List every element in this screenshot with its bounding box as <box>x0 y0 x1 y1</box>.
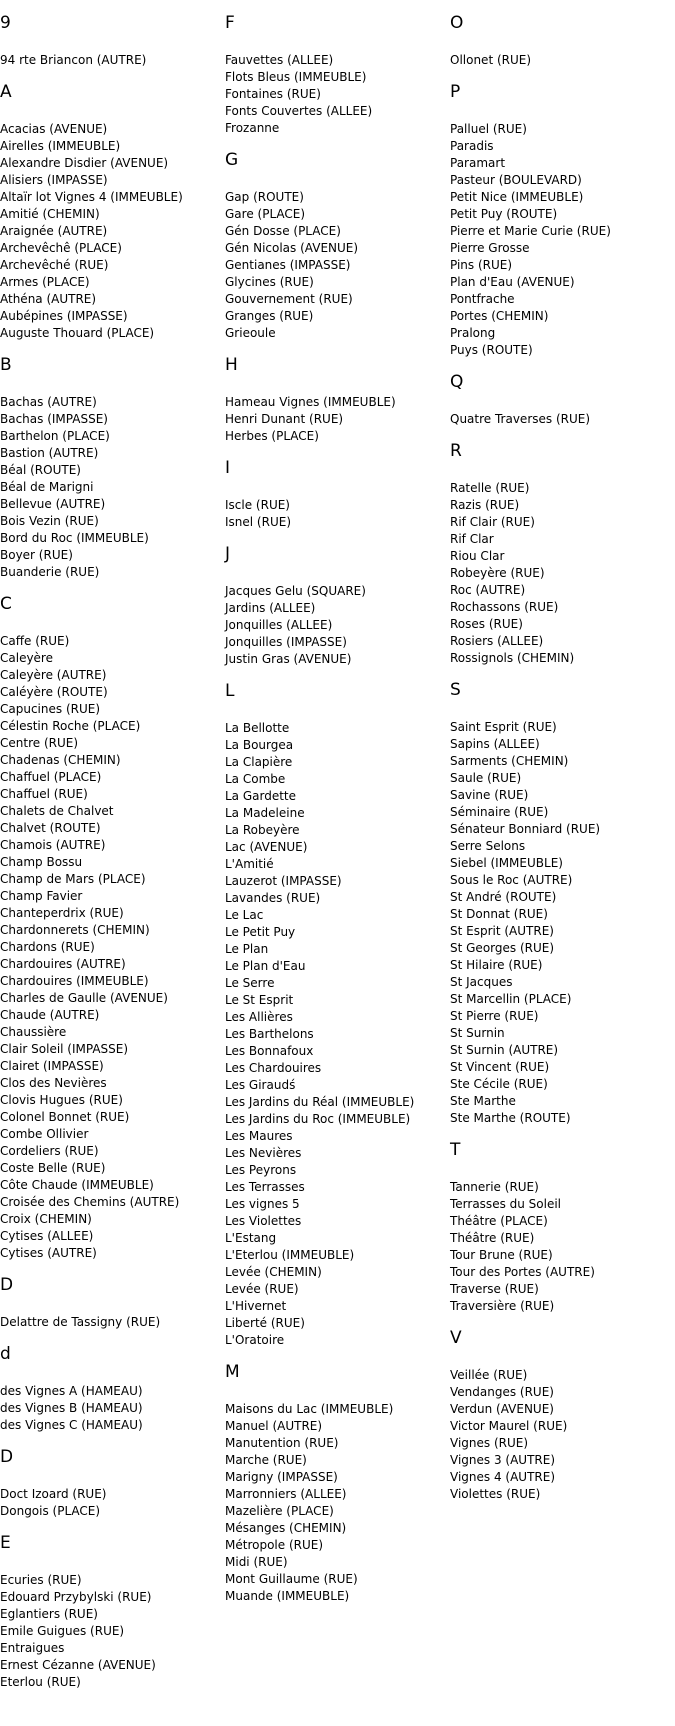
letter-heading: D <box>0 1447 14 1467</box>
street-item: L'Oratoire <box>225 1333 285 1347</box>
street-item: Clovis Hugues (RUE) <box>0 1093 123 1107</box>
street-item: Les Chardouires <box>225 1061 322 1075</box>
street-list <box>225 497 450 531</box>
street-item: Athéna (AUTRE) <box>0 292 97 306</box>
street-item: Boyer (RUE) <box>0 548 73 562</box>
street-item: Clos des Nevières <box>0 1076 107 1090</box>
street-item: Pasteur (BOULEVARD) <box>450 173 582 187</box>
street-list <box>0 633 225 1262</box>
street-item: Dongois (PLACE) <box>0 1504 101 1518</box>
street-item: 94 rte Briancon (AUTRE) <box>0 53 147 67</box>
street-item: Caleyère (AUTRE) <box>0 668 107 682</box>
street-item: Chardouires (AUTRE) <box>0 957 126 971</box>
street-item: Eterlou (RUE) <box>0 1675 81 1689</box>
street-list <box>450 52 675 69</box>
street-item: Béal (ROUTE) <box>0 463 81 477</box>
street-item: La Combe <box>225 772 286 786</box>
letter-heading: S <box>450 680 461 700</box>
street-item: St Jacques <box>450 975 513 989</box>
street-item: Les Nevières <box>225 1146 302 1160</box>
street-item: Champ Bossu <box>0 855 83 869</box>
street-item: Caleyère <box>0 651 53 665</box>
street-item: Ernest Cézanne (AVENUE) <box>0 1658 156 1672</box>
street-list <box>225 1401 450 1605</box>
street-item: Bord du Roc (IMMEUBLE) <box>0 531 149 545</box>
street-item: Emile Guigues (RUE) <box>0 1624 125 1638</box>
letter-heading: V <box>450 1328 462 1348</box>
street-item: Le Serre <box>225 976 275 990</box>
street-item: Cytises (AUTRE) <box>0 1246 97 1260</box>
street-list <box>450 719 675 1127</box>
letter-group <box>0 355 225 581</box>
letter-heading: d <box>0 1344 11 1364</box>
street-item: Ollonet (RUE) <box>450 53 532 67</box>
letter-group <box>0 82 225 342</box>
street-item: Croix (CHEMIN) <box>0 1212 92 1226</box>
street-item: Barthelon (PLACE) <box>0 429 110 443</box>
letter-group <box>0 594 225 1262</box>
street-item: Araignée (AUTRE) <box>0 224 108 238</box>
street-item: St Surnin <box>450 1026 505 1040</box>
letter-group <box>450 1140 675 1315</box>
street-item: Alexandre Disdier (AVENUE) <box>0 156 169 170</box>
street-item: Pontfrache <box>450 292 515 306</box>
street-item: Herbes (PLACE) <box>225 429 319 443</box>
street-item: Levée (CHEMIN) <box>225 1265 322 1279</box>
letter-heading: B <box>0 355 12 375</box>
street-list <box>0 1314 225 1331</box>
street-item: Gare (PLACE) <box>225 207 306 221</box>
letter-heading: R <box>450 441 462 461</box>
street-item: Isnel (RUE) <box>225 515 291 529</box>
street-item: Les Jardins du Roc (IMMEUBLE) <box>225 1112 411 1126</box>
street-item: Les Bonnafoux <box>225 1044 314 1058</box>
street-item: Sous le Roc (AUTRE) <box>450 873 573 887</box>
letter-heading: G <box>225 150 239 170</box>
street-item: Pierre et Marie Curie (RUE) <box>450 224 611 238</box>
letter-group <box>450 441 675 667</box>
street-list <box>225 394 450 445</box>
street-item: Edouard Przybylski (RUE) <box>0 1590 152 1604</box>
street-item: St Georges (RUE) <box>450 941 555 955</box>
street-item: Les Allières <box>225 1010 293 1024</box>
street-item: Midi (RUE) <box>225 1555 288 1569</box>
street-item: Henri Dunant (RUE) <box>225 412 344 426</box>
street-item: Portes (CHEMIN) <box>450 309 549 323</box>
street-item: Alisiers (IMPASSE) <box>0 173 108 187</box>
street-list <box>0 1383 225 1434</box>
street-list <box>0 121 225 342</box>
street-item: Quatre Traverses (RUE) <box>450 412 591 426</box>
street-item: Chalvet (ROUTE) <box>0 821 101 835</box>
street-item: Vignes (RUE) <box>450 1436 529 1450</box>
street-item: Bachas (IMPASSE) <box>0 412 108 426</box>
street-item: Coste Belle (RUE) <box>0 1161 106 1175</box>
street-item: Rif Clar <box>450 532 494 546</box>
street-list <box>225 583 450 668</box>
street-item: Chamois (AUTRE) <box>0 838 106 852</box>
street-item: Mésanges (CHEMIN) <box>225 1521 347 1535</box>
street-item: La Robeyère <box>225 823 300 837</box>
street-item: Granges (RUE) <box>225 309 314 323</box>
street-item: Robeyère (RUE) <box>450 566 545 580</box>
letter-group <box>450 82 675 359</box>
street-item: Ste Marthe <box>450 1094 516 1108</box>
letter-heading: A <box>0 82 12 102</box>
street-item: Doct Izoard (RUE) <box>0 1487 107 1501</box>
street-item: Chardonnerets (CHEMIN) <box>0 923 150 937</box>
street-item: Le Plan d'Eau <box>225 959 306 973</box>
street-item: Gén Dosse (PLACE) <box>225 224 341 238</box>
street-item: La Bourgea <box>225 738 294 752</box>
street-item: Jonquilles (ALLEE) <box>225 618 333 632</box>
street-item: Flots Bleus (IMMEUBLE) <box>225 70 367 84</box>
street-list <box>450 121 675 359</box>
letter-group <box>0 1447 225 1520</box>
street-item: Séminaire (RUE) <box>450 805 549 819</box>
street-item: Jonquilles (IMPASSE) <box>225 635 347 649</box>
street-item: Frozanne <box>225 121 280 135</box>
street-item: Traverse (RUE) <box>450 1282 539 1296</box>
street-item: St Hilaire (RUE) <box>450 958 543 972</box>
street-column <box>0 0 225 1691</box>
street-item: Gén Nicolas (AVENUE) <box>225 241 359 255</box>
street-list <box>0 1572 225 1691</box>
street-item: Béal de Marigni <box>0 480 94 494</box>
street-item: Siebel (IMMEUBLE) <box>450 856 563 870</box>
street-item: Marche (RUE) <box>225 1453 307 1467</box>
street-item: Sapins (ALLEE) <box>450 737 540 751</box>
street-list <box>0 1486 225 1520</box>
letter-group <box>225 544 450 668</box>
street-item: Jacques Gelu (SQUARE) <box>225 584 366 598</box>
street-item: Tannerie (RUE) <box>450 1180 539 1194</box>
street-item: Fonts Couvertes (ALLEE) <box>225 104 373 118</box>
street-item: Champ Favier <box>0 889 83 903</box>
street-item: Rossignols (CHEMIN) <box>450 651 575 665</box>
street-list <box>450 1179 675 1315</box>
street-item: Les Terrasses <box>225 1180 305 1194</box>
street-item: Cytises (ALLEE) <box>0 1229 94 1243</box>
street-item: Marronniers (ALLEE) <box>225 1487 347 1501</box>
street-item: Muande (IMMEUBLE) <box>225 1589 350 1603</box>
street-item: Veillée (RUE) <box>450 1368 528 1382</box>
street-list <box>225 52 450 137</box>
street-item: La Madeleine <box>225 806 305 820</box>
street-item: St Surnin (AUTRE) <box>450 1043 559 1057</box>
street-item: Chardons (RUE) <box>0 940 95 954</box>
street-item: Les Maures <box>225 1129 293 1143</box>
letter-heading: L <box>225 681 235 701</box>
letter-heading: T <box>450 1140 461 1160</box>
letter-heading: F <box>225 13 235 33</box>
street-list <box>450 1367 675 1503</box>
letter-heading: M <box>225 1362 240 1382</box>
street-item: Savine (RUE) <box>450 788 529 802</box>
street-item: des Vignes B (HAMEAU) <box>0 1401 143 1415</box>
street-list <box>0 394 225 581</box>
street-item: Saule (RUE) <box>450 771 522 785</box>
street-item: des Vignes A (HAMEAU) <box>0 1384 143 1398</box>
street-item: Gap (ROUTE) <box>225 190 304 204</box>
street-item: Airelles (IMMEUBLE) <box>0 139 121 153</box>
street-item: Chalets de Chalvet <box>0 804 114 818</box>
street-item: St Marcellin (PLACE) <box>450 992 572 1006</box>
street-item: Riou Clar <box>450 549 505 563</box>
street-list <box>450 480 675 667</box>
street-item: Acacias (AVENUE) <box>0 122 108 136</box>
street-item: La Bellotte <box>225 721 290 735</box>
street-item: Célestin Roche (PLACE) <box>0 719 141 733</box>
street-item: Terrasses du Soleil <box>450 1197 562 1211</box>
letter-group <box>225 458 450 531</box>
street-item: Levée (RUE) <box>225 1282 299 1296</box>
street-item: Armes (PLACE) <box>0 275 90 289</box>
street-item: Champ de Mars (PLACE) <box>0 872 146 886</box>
street-item: Eglantiers (RUE) <box>0 1607 98 1621</box>
letter-heading: C <box>0 594 12 614</box>
street-item: Théâtre (PLACE) <box>450 1214 548 1228</box>
street-item: Les Giraudś <box>225 1078 296 1092</box>
letter-heading: 9 <box>0 13 11 33</box>
street-item: Sarments (CHEMIN) <box>450 754 569 768</box>
street-item: Le Petit Puy <box>225 925 296 939</box>
street-item: Delattre de Tassigny (RUE) <box>0 1315 161 1329</box>
street-list <box>450 411 675 428</box>
street-item: Tour des Portes (AUTRE) <box>450 1265 595 1279</box>
street-item: Sénateur Bonniard (RUE) <box>450 822 601 836</box>
street-item: Chardouires (IMMEUBLE) <box>0 974 149 988</box>
street-item: St André (ROUTE) <box>450 890 557 904</box>
street-item: Hameau Vignes (IMMEUBLE) <box>225 395 396 409</box>
street-item: Fontaines (RUE) <box>225 87 321 101</box>
street-item: Petit Nice (IMMEUBLE) <box>450 190 584 204</box>
street-item: Fauvettes (ALLEE) <box>225 53 334 67</box>
letter-group <box>450 372 675 428</box>
street-item: Théâtre (RUE) <box>450 1231 535 1245</box>
street-item: Mazelière (PLACE) <box>225 1504 334 1518</box>
street-item: Traversière (RUE) <box>450 1299 555 1313</box>
street-item: Croisée des Chemins (AUTRE) <box>0 1195 180 1209</box>
street-item: La Clapière <box>225 755 293 769</box>
street-item: Tour Brune (RUE) <box>450 1248 553 1262</box>
street-item: Côte Chaude (IMMEUBLE) <box>0 1178 154 1192</box>
street-item: Cordeliers (RUE) <box>0 1144 99 1158</box>
street-item: Clair Soleil (IMPASSE) <box>0 1042 129 1056</box>
letter-heading: E <box>0 1533 11 1553</box>
street-item: Grieoule <box>225 326 276 340</box>
street-item: Mont Guillaume (RUE) <box>225 1572 358 1586</box>
letter-heading: I <box>225 458 231 478</box>
letter-heading: Q <box>450 372 464 392</box>
street-item: Les Violettes <box>225 1214 302 1228</box>
letter-group <box>450 680 675 1127</box>
street-item: Rochassons (RUE) <box>450 600 559 614</box>
street-item: Métropole (RUE) <box>225 1538 324 1552</box>
street-item: Amitié (CHEMIN) <box>0 207 100 221</box>
street-item: Bastion (AUTRE) <box>0 446 99 460</box>
street-item: Bachas (AUTRE) <box>0 395 97 409</box>
street-item: Aubépines (IMPASSE) <box>0 309 128 323</box>
street-item: Glycines (RUE) <box>225 275 314 289</box>
letter-group <box>0 13 225 69</box>
street-item: Rosiers (ALLEE) <box>450 634 544 648</box>
street-item: Chaude (AUTRE) <box>0 1008 100 1022</box>
letter-group <box>0 1275 225 1331</box>
street-item: Razis (RUE) <box>450 498 520 512</box>
letter-heading: H <box>225 355 238 375</box>
street-item: Clairet (IMPASSE) <box>0 1059 104 1073</box>
street-item: Auguste Thouard (PLACE) <box>0 326 155 340</box>
street-column <box>225 0 450 1691</box>
street-item: Pralong <box>450 326 496 340</box>
street-item: Chanteperdrix (RUE) <box>0 906 124 920</box>
street-item: Pierre Grosse <box>450 241 530 255</box>
street-item: Vendanges (RUE) <box>450 1385 554 1399</box>
street-item: Les Jardins du Réal (IMMEUBLE) <box>225 1095 415 1109</box>
letter-group <box>0 1533 225 1691</box>
letter-heading: J <box>225 544 231 564</box>
street-item: Verdun (AVENUE) <box>450 1402 554 1416</box>
street-item: Combe Ollivier <box>0 1127 89 1141</box>
street-item: Violettes (RUE) <box>450 1487 541 1501</box>
street-item: Manuel (AUTRE) <box>225 1419 323 1433</box>
street-item: L'Hivernet <box>225 1299 287 1313</box>
street-item: Jardins (ALLEE) <box>225 601 316 615</box>
street-item: L'Estang <box>225 1231 277 1245</box>
street-item: Lauzerot (IMPASSE) <box>225 874 342 888</box>
street-item: Ecuries (RUE) <box>0 1573 82 1587</box>
street-item: Iscle (RUE) <box>225 498 290 512</box>
letter-group <box>450 1328 675 1503</box>
street-item: Chadenas (CHEMIN) <box>0 753 121 767</box>
street-item: Maisons du Lac (IMMEUBLE) <box>225 1402 394 1416</box>
street-item: Ratelle (RUE) <box>450 481 530 495</box>
street-item: Puys (ROUTE) <box>450 343 533 357</box>
street-item: Roc (AUTRE) <box>450 583 526 597</box>
street-item: St Vincent (RUE) <box>450 1060 550 1074</box>
street-column <box>450 0 675 1691</box>
street-item: Charles de Gaulle (AVENUE) <box>0 991 168 1005</box>
street-item: L'Eterlou (IMMEUBLE) <box>225 1248 355 1262</box>
street-item: Caléyère (ROUTE) <box>0 685 108 699</box>
street-item: Petit Puy (ROUTE) <box>450 207 558 221</box>
street-item: Palluel (RUE) <box>450 122 527 136</box>
street-item: Colonel Bonnet (RUE) <box>0 1110 130 1124</box>
street-item: St Pierre (RUE) <box>450 1009 539 1023</box>
letter-heading: O <box>450 13 464 33</box>
street-item: Vignes 3 (AUTRE) <box>450 1453 556 1467</box>
street-item: Plan d'Eau (AVENUE) <box>450 275 575 289</box>
street-item: Victor Maurel (RUE) <box>450 1419 568 1433</box>
letter-heading: D <box>0 1275 14 1295</box>
street-item: Rif Clair (RUE) <box>450 515 535 529</box>
street-item: Centre (RUE) <box>0 736 79 750</box>
street-item: Capucines (RUE) <box>0 702 101 716</box>
letter-group <box>225 681 450 1349</box>
letter-group <box>0 1344 225 1434</box>
letter-group <box>225 13 450 137</box>
street-item: Chaffuel (RUE) <box>0 787 88 801</box>
street-item: St Esprit (AUTRE) <box>450 924 554 938</box>
street-item: Paramart <box>450 156 506 170</box>
letter-group <box>450 13 675 69</box>
street-item: Les vignes 5 <box>225 1197 300 1211</box>
street-list <box>225 720 450 1349</box>
street-item: Altaïr lot Vignes 4 (IMMEUBLE) <box>0 190 183 204</box>
street-list <box>0 52 225 69</box>
street-item: Justin Gras (AVENUE) <box>225 652 352 666</box>
street-item: Les Barthelons <box>225 1027 314 1041</box>
street-item: Buanderie (RUE) <box>0 565 100 579</box>
street-item: Liberté (RUE) <box>225 1316 305 1330</box>
street-item: Le Plan <box>225 942 269 956</box>
street-item: Paradis <box>450 139 494 153</box>
letter-group <box>225 355 450 445</box>
street-item: Le St Esprit <box>225 993 294 1007</box>
street-item: Saint Esprit (RUE) <box>450 720 557 734</box>
street-item: Gouvernement (RUE) <box>225 292 353 306</box>
street-item: Chaffuel (PLACE) <box>0 770 102 784</box>
letter-group <box>225 1362 450 1605</box>
street-item: Pins (RUE) <box>450 258 513 272</box>
street-item: Chaussière <box>0 1025 67 1039</box>
street-item: Bois Vezin (RUE) <box>0 514 99 528</box>
street-list <box>225 189 450 342</box>
letter-group <box>225 150 450 342</box>
street-item: Gentianes (IMPASSE) <box>225 258 351 272</box>
street-item: Roses (RUE) <box>450 617 523 631</box>
street-item: Manutention (RUE) <box>225 1436 339 1450</box>
street-item: L'Amitié <box>225 857 274 871</box>
street-item: Bellevue (AUTRE) <box>0 497 106 511</box>
street-item: Lavandes (RUE) <box>225 891 321 905</box>
street-item: Caffe (RUE) <box>0 634 70 648</box>
street-item: La Gardette <box>225 789 297 803</box>
street-item: Serre Selons <box>450 839 526 853</box>
street-item: des Vignes C (HAMEAU) <box>0 1418 143 1432</box>
street-item: Le Lac <box>225 908 264 922</box>
street-item: Vignes 4 (AUTRE) <box>450 1470 556 1484</box>
street-item: Archevêché (RUE) <box>0 258 109 272</box>
street-item: Entraigues <box>0 1641 65 1655</box>
street-item: Lac (AVENUE) <box>225 840 308 854</box>
street-item: Archevêchê (PLACE) <box>0 241 122 255</box>
street-item: Ste Cécile (RUE) <box>450 1077 548 1091</box>
street-item: St Donnat (RUE) <box>450 907 548 921</box>
street-item: Les Peyrons <box>225 1163 297 1177</box>
letter-heading: P <box>450 82 461 102</box>
street-item: Marigny (IMPASSE) <box>225 1470 338 1484</box>
street-item: Ste Marthe (ROUTE) <box>450 1111 571 1125</box>
